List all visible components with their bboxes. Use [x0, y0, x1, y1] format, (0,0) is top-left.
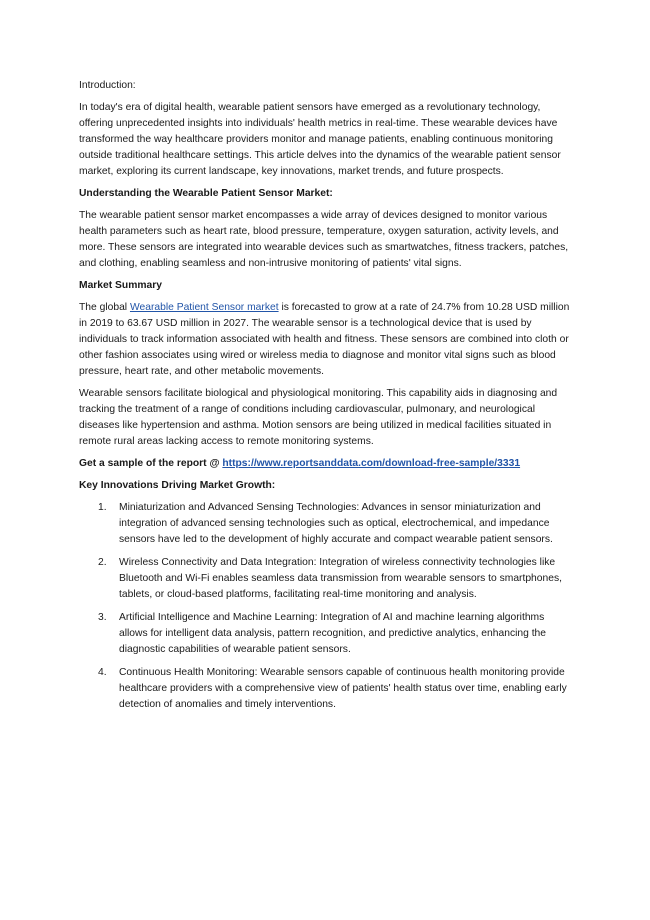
list-item-number: 3.	[98, 612, 107, 623]
list-item	[98, 500, 573, 548]
list-item	[98, 610, 573, 658]
innovations-heading: Key Innovations Driving Market Growth:	[79, 480, 276, 491]
list-item-text: Miniaturization and Advanced Sensing Technologies: Advances in sensor miniaturization and integration of advanced sensing technologies such as optical, electrochemical, and impedance sensors have led to the development of highly accurate and compact wearable patient sensors.	[119, 502, 553, 545]
innovations-list	[79, 500, 573, 713]
list-item-text: Continuous Health Monitoring: Wearable sensors capable of continuous health monitoring provide healthcare providers with a comprehensive view of patients' health status over time, enabling early detection of anomalies and timely interventions.	[119, 667, 567, 710]
market-summary-paragraph-1	[79, 300, 573, 380]
list-item-number: 2.	[98, 557, 107, 568]
list-item-text: Wireless Connectivity and Data Integration: Integration of wireless connectivity technologies like Bluetooth and Wi-Fi enables seamless data transmission from wearable sensors to smartphones, tablets, or cloud-based platforms, facilitating real-time monitoring and analysis.	[119, 557, 562, 600]
understanding-heading: Understanding the Wearable Patient Sensor Market:	[79, 188, 333, 199]
list-item-number: 4.	[98, 667, 107, 678]
market-summary-paragraph-2: Wearable sensors facilitate biological and physiological monitoring. This capability aids in diagnosing and tracking the treatment of a range of conditions including cardiovascular, pulmonary, and neurological diseases like hypertension and asthma. Motion sensors are being utilized in medical facilities situated in remote rural areas lacking access to remote monitoring systems.	[79, 388, 558, 447]
market-report-link[interactable]: Wearable Patient Sensor market	[129, 302, 279, 313]
list-item-text: Artificial Intelligence and Machine Learning: Integration of AI and machine learning algorithms allows for intelligent data analysis, pattern recognition, and predictive analytics, enhancing the diagnostic capabilities of wearable patient sensors.	[119, 612, 547, 655]
sample-label: Get a sample of the report @	[79, 458, 223, 469]
market-summary-heading: Market Summary	[79, 280, 162, 291]
market-summary-text-before: The global	[79, 302, 130, 313]
document-page	[79, 78, 573, 720]
list-item-number: 1.	[98, 502, 107, 513]
list-item	[98, 555, 573, 603]
intro-paragraph: In today's era of digital health, wearable patient sensors have emerged as a revolutionary technology, offering unprecedented insights into individuals' health metrics in real-time. These wearable devices have transformed the way healthcare providers monitor and manage patients, enabling continuous monitoring outside traditional healthcare settings. This article delves into the dynamics of the wearable patient sensor market, exploring its current landscape, key innovations, market trends, and future prospects.	[79, 102, 561, 177]
list-item	[98, 665, 573, 713]
sample-request-line	[79, 456, 573, 472]
intro-heading: Introduction:	[79, 80, 136, 91]
understanding-paragraph: The wearable patient sensor market encompasses a wide array of devices designed to monitor various health parameters such as heart rate, blood pressure, temperature, oxygen saturation, activity levels, and more. These sensors are integrated into wearable devices such as smartwatches, fitness trackers, patches, and clothing, enabling seamless and non-intrusive monitoring of patients' vital signs.	[79, 210, 569, 269]
market-summary-text-after: is forecasted to grow at a rate of 24.7% from 10.28 USD million in 2019 to 63.67 USD million in 2027. The wearable sensor is a technological device that is used by individuals to track information associated with health and fitness. These sensors are combined into cloth or other fashion associates using wired or wireless media to diagnose and monitor vital signs such as blood pressure, heart rate, and other metabolic movements.	[79, 302, 570, 377]
sample-download-link[interactable]: https://www.reportsanddata.com/download-free-sample/3331	[222, 458, 521, 469]
